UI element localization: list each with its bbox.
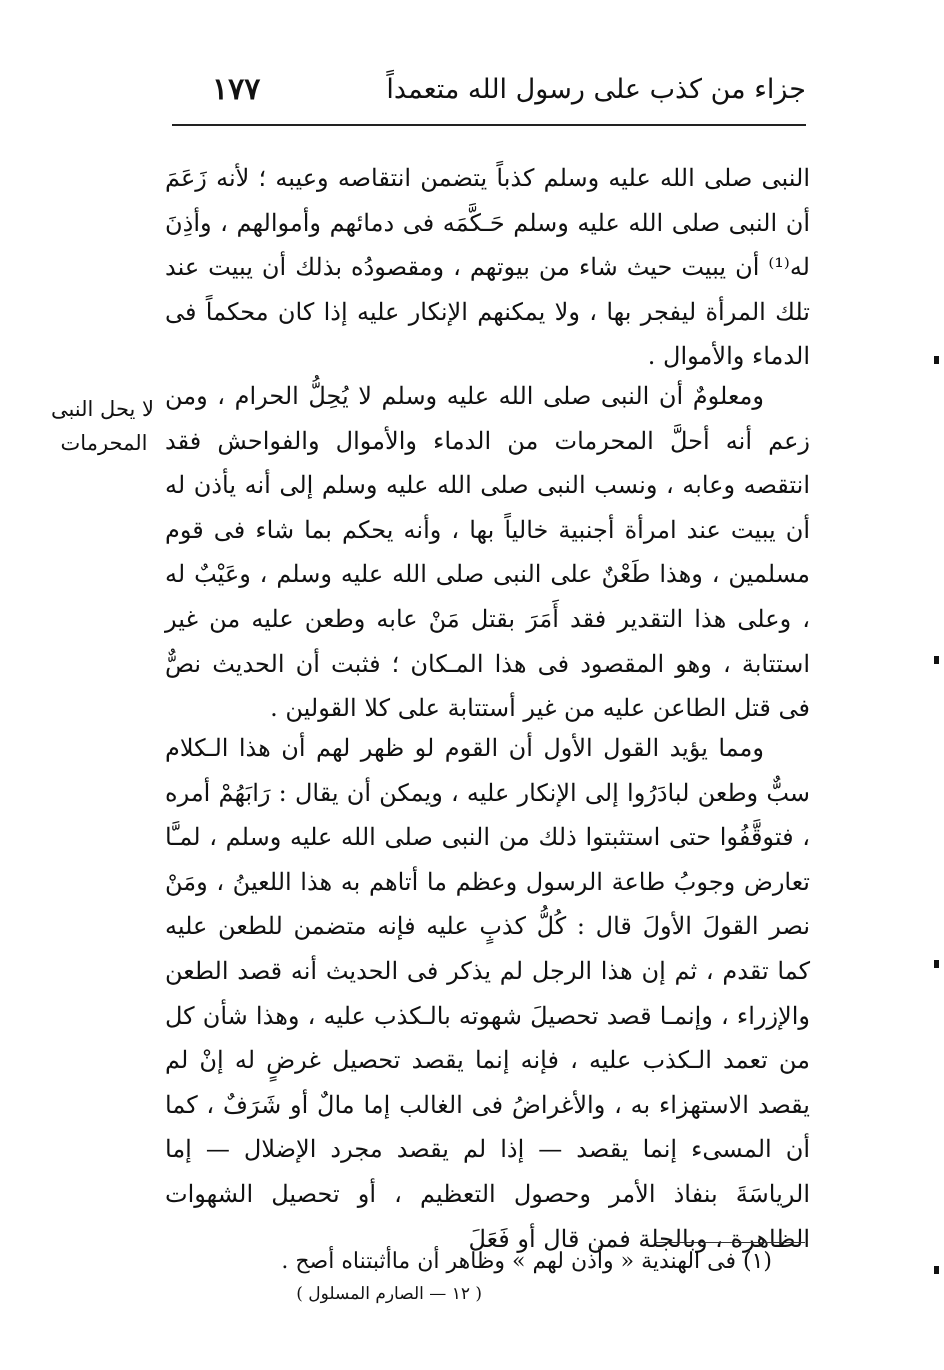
margin-note-line-1: لا يحل النبى xyxy=(50,397,154,421)
footnote-rule xyxy=(655,1242,805,1243)
scan-edge-mark xyxy=(934,960,939,968)
signature-mark: ( ١٢ — الصارم المسلول ) xyxy=(296,1284,482,1304)
scan-edge-mark xyxy=(934,656,939,664)
footnote: (١) فى الهندية « وأذن لهم » وظاهر أن ماأثبتناه أصح . xyxy=(281,1249,772,1274)
scan-edge-mark xyxy=(934,356,939,364)
scan-edge-mark xyxy=(934,1266,939,1274)
header-rule xyxy=(172,124,806,126)
margin-note xyxy=(50,392,154,460)
paragraph-2: ومعلومٌ أن النبى صلى الله عليه وسلم لا يُحِلُّ الحرام ، ومن زعم أنه أحلَّ المحرمات من الدماء والأموال والفواحش فقد انتقصه وعابه ، ونسب النبى صلى الله عليه وسلم إلى أنه يأذن له أن يبيت عند امرأة أجنبية خالياً بها ، وأنه يحكم بما شاء فى قوم مسلمين ، وهذا طَعْنٌ على النبى صلى الله عليه وسلم ، وعَيْبٌ له ، وعلى هذا التقدير فقد أَمَرَ بقتل مَنْ عابه وطعن عليه من غير استتابة ، وهو المقصود فى هذا المـكان ؛ فثبت أن الحديث نصٌّ فى قتل الطاعن عليه من غير أستتابة على كلا القولين . xyxy=(165,382,810,723)
margin-note-line-2: المحرمات xyxy=(60,431,148,455)
running-title: جزاء من كذب على رسول الله متعمداً xyxy=(386,74,806,105)
paragraph-1: النبى صلى الله عليه وسلم كذباً يتضمن انتقاصه وعيبه ؛ لأنه زَعَمَ أن النبى صلى الله عليه وسلم حَـكَّمَه فى دمائهم وأموالهم ، وأذِنَ له⁽¹⁾ أن يبيت حيث شاء من بيوتهم ، ومقصودُه بذلك أن يبيت عند تلك المرأة ليفجر بها ، ولا يمكنهم الإنكار عليه إذا كان محكماً فى الدماء والأموال . xyxy=(165,164,810,371)
paragraph-3: ومما يؤيد القول الأول أن القوم لو ظهر لهم أن هذا الـكلام سبٌّ وطعن لبادَرُوا إلى الإنكار عليه ، ويمكن أن يقال : رَابَهُمْ أمره ، فتوقَّفُوا حتى استثبتوا ذلك من النبى صلى الله عليه وسلم ، لمـَّا تعارض وجوبُ طاعة الرسول وعظم ما أتاهم به هذا اللعينُ ، ومَنْ نصر القولَ الأولَ قال : كُلُّ كذبٍ عليه فإنه متضمن للطعن عليه كما تقدم ، ثم إن هذا الرجل لم يذكر فى الحديث أنه قصد الطعن والإزراء ، وإنمـا قصد تحصيلَ شهوته بالـكذب عليه ، وهذا شأن كل من تعمد الـكذب عليه ، فإنه إنما يقصد تحصيل غرضٍ له إنْ لم يقصد الاستهزاء به ، والأغراضُ فى الغالب إما مالٌ أو شَرَفٌ ، كما أن المسىء إنما يقصد — إذا لم يقصد مجرد الإضلال — إما الرياسَةَ بنفاذ الأمر وحصول التعظيم ، أو تحصيل الشهوات الظاهرة ، وبالجلة فمن قال أو فَعَلَ xyxy=(165,734,810,1253)
page-number: ١٧٧ xyxy=(212,72,261,107)
running-header xyxy=(172,66,806,120)
